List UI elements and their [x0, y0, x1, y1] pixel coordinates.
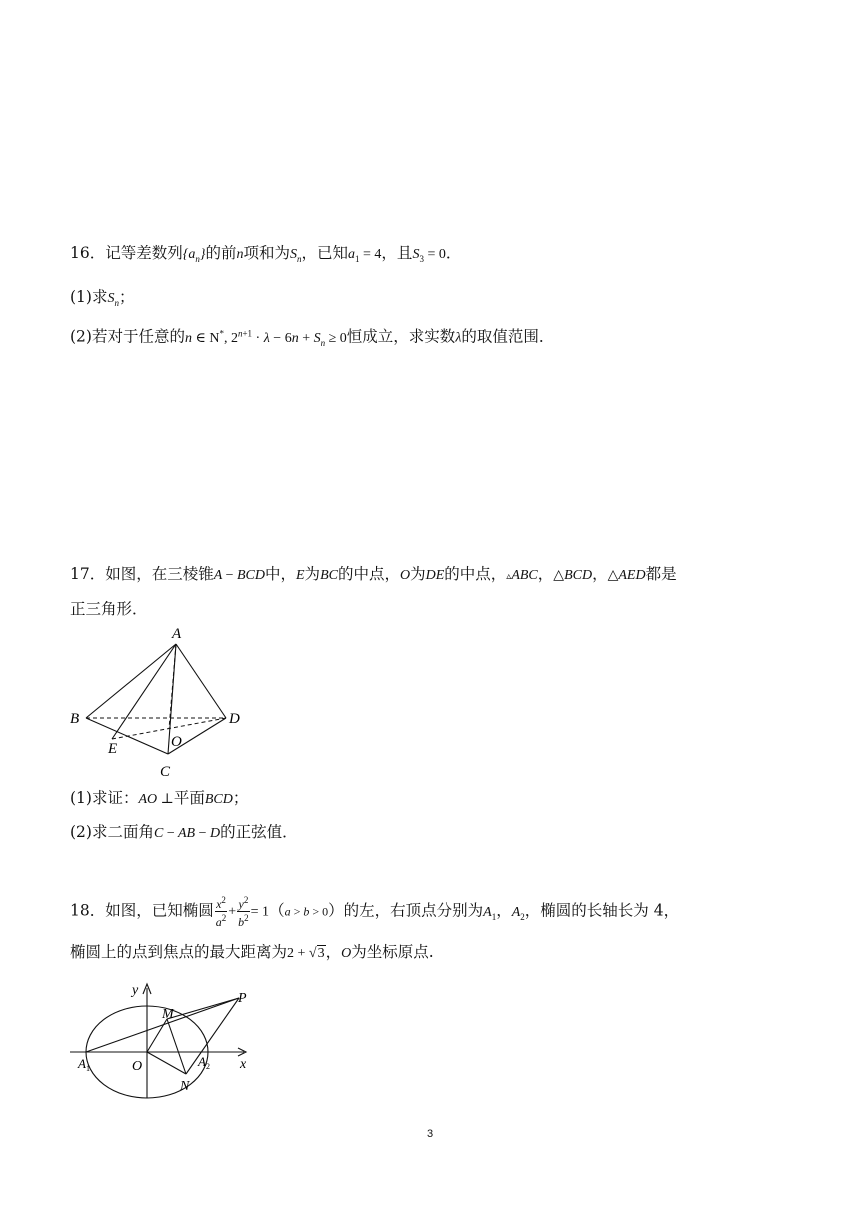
p17-stem-2: 正三角形．: [70, 600, 148, 618]
ellipse-figure: [66, 980, 266, 1100]
p18-stem: 18．如图，已知椭圆 $\frac{x^2}{a^2}$ + $\frac{y^2}{b^2}$ = 1（a > b > 0）的左，右顶点分别为$A_1$，$A_2$，椭圆的长轴长为 4，: [70, 895, 680, 929]
point-label-P: P: [238, 991, 247, 1006]
point-label-A2: $A_2$: [198, 1054, 210, 1071]
p18-stem-2: 椭圆上的点到焦点的最大距离为2 + √3，O为坐标原点.: [70, 943, 434, 961]
vertex-label-D: D: [229, 711, 240, 727]
point-label-A1: $A_1$: [78, 1056, 90, 1073]
page-number: 3: [426, 1128, 434, 1140]
axis-label-y: y: [132, 983, 139, 998]
p16-stem: 16．记等差数列$\{a_n\}$的前n项和为$S_n$，已知$a_1 = 4$，且$S_3 = 0$．: [70, 244, 462, 264]
point-label-M: M: [162, 1007, 174, 1022]
p17-stem: 17．如图，在三棱锥A − BCD中，E为BC的中点，O为DE的中点，▵ABC，△BCD，△AED都是: [70, 565, 677, 583]
vertex-label-E: E: [108, 741, 118, 757]
point-label-N: N: [180, 1079, 190, 1094]
p17-question-2: (2)求二面角C − AB − D的正弦值．: [70, 823, 298, 841]
vertex-label-C: C: [160, 764, 171, 780]
point-label-O: O: [132, 1059, 143, 1074]
tetrahedron-figure: [62, 622, 262, 782]
vertex-label-O: O: [171, 734, 182, 750]
p16-question-2: (2)若对于任意的n ∈ N*, $2^{n+1} \cdot \lambda - 6n + S_n \ge 0$恒成立，求实数λ的取值范围．: [70, 327, 555, 348]
vertex-label-A: A: [172, 626, 182, 642]
axis-label-x: x: [240, 1057, 247, 1072]
vertex-label-B: B: [70, 711, 80, 727]
p16-question-1: (1)求$S_n$；: [70, 288, 135, 308]
p17-question-1: (1)求证：AO ⊥平面BCD；: [70, 789, 249, 807]
